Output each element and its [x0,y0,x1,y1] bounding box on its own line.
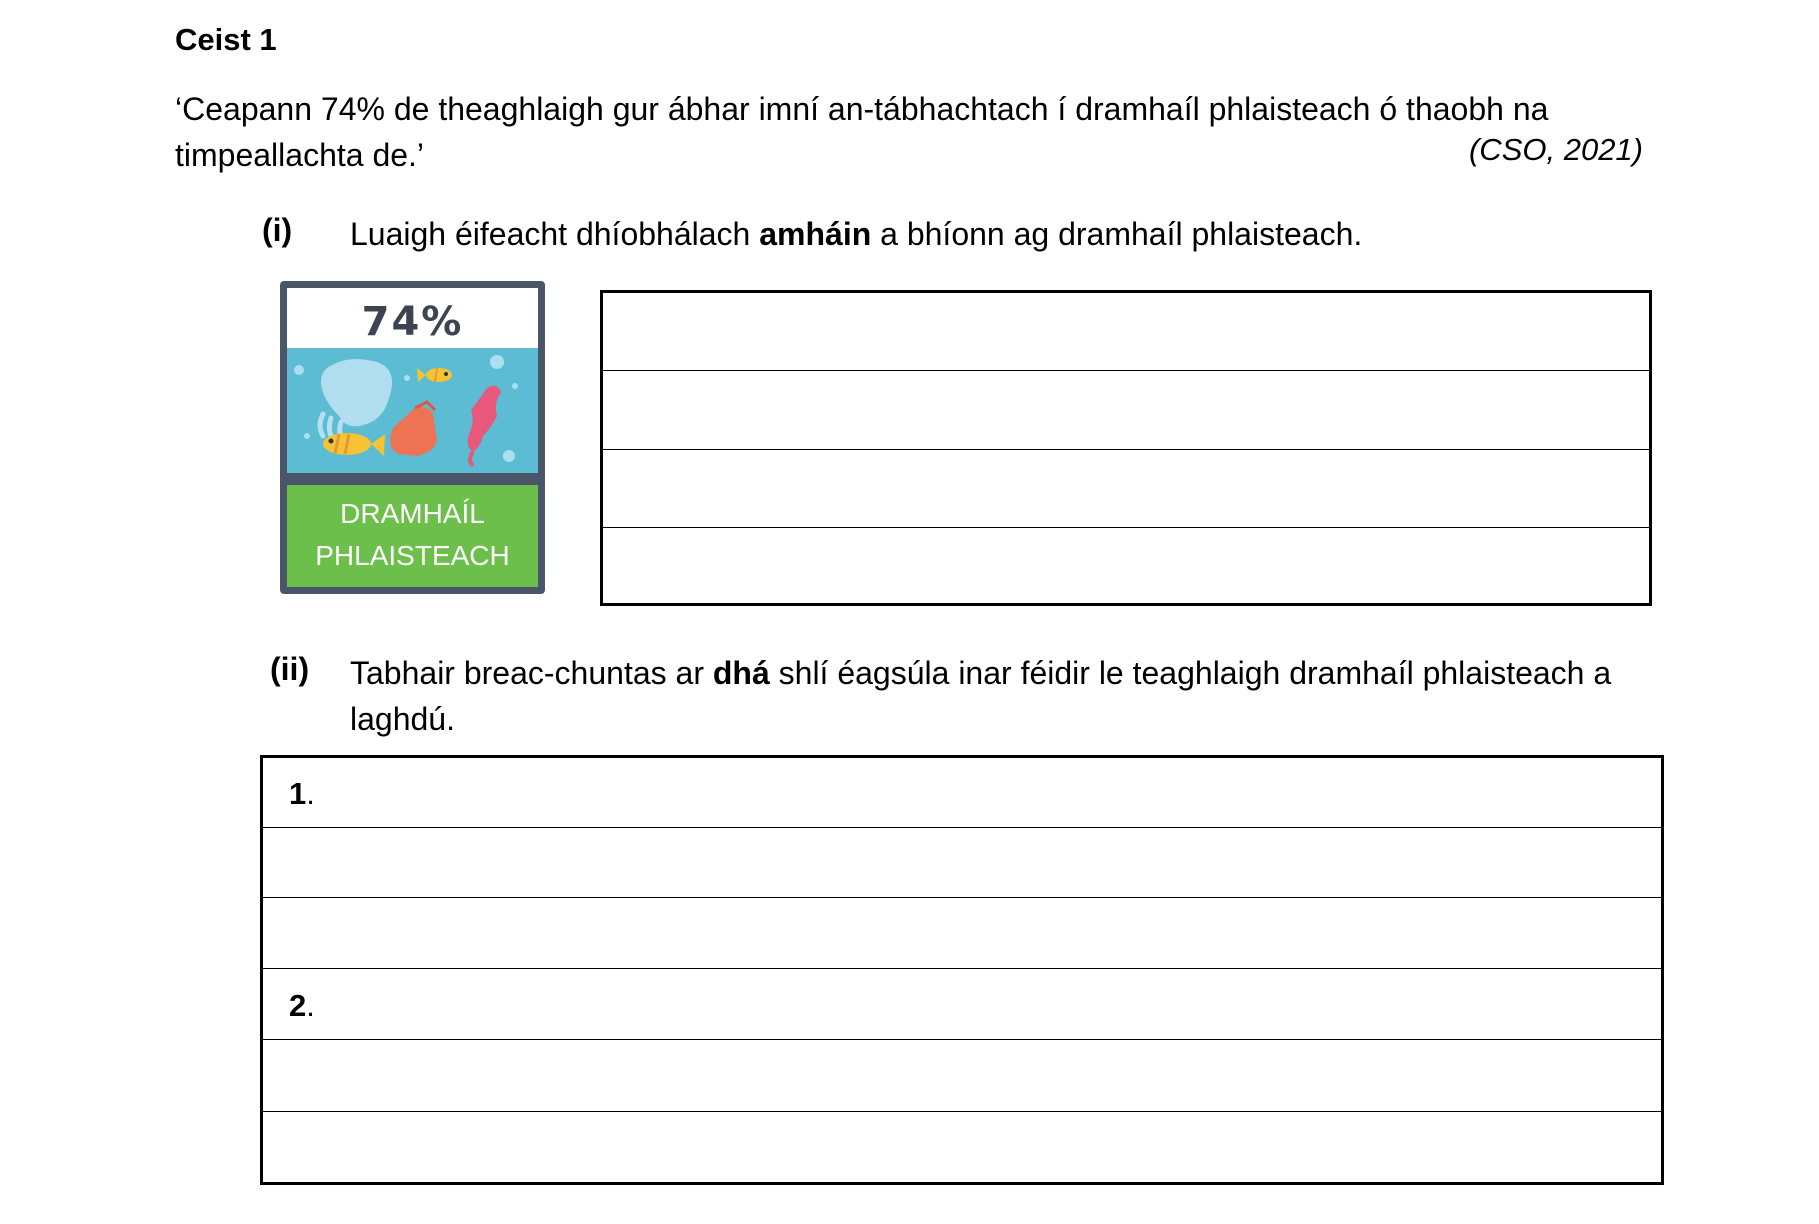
quote-citation: (CSO, 2021) [1468,132,1643,167]
part-ii-answer-box[interactable] [260,755,1664,1185]
answer-line [263,1039,1661,1040]
plastic-bottle-icon [390,402,437,456]
plastic-waste-infographic [280,281,545,594]
answer-line [263,897,1661,898]
question-quote: ‘Ceapann 74% de theaghlaigh gur ábhar imní an-tábhachtach í dramhaíl phlaisteach ó thaobh na timpeallachta de.’ [175,91,1549,173]
part-ii-text-before: Tabhair breac-chuntas ar [350,655,713,691]
answer-line [603,449,1649,450]
answer-line [263,968,1661,969]
part-i-label: (i) [262,212,293,248]
infographic-ocean [287,348,538,473]
infographic-caption-line2: PHLAISTEACH [315,540,510,571]
part-ii-text-bold: dhá [712,655,770,691]
fish-icon [417,368,452,382]
answer-line [603,370,1649,371]
infographic-caption [287,485,538,587]
part-i-prompt [350,211,1650,257]
part-i-text-bold: amháin [759,216,872,252]
part-ii-prompt [350,650,1680,742]
answer-line [263,1111,1661,1112]
part-i-text-before: Luaigh éifeacht dhíobhálach [350,216,760,252]
part-i-text-after: a bhíonn ag dramhaíl phlaisteach. [871,216,1363,252]
part-ii-label: (ii) [270,651,310,687]
fish-icon [323,433,385,456]
part-i-answer-box[interactable] [600,290,1652,606]
infographic-percent: 74% [287,288,538,348]
answer-number-2: 2. [289,988,315,1023]
answer-line [603,527,1649,528]
infographic-caption-line1: DRAMHAÍL [340,498,485,529]
ocean-scene-icon [287,348,538,473]
answer-line [263,827,1661,828]
question-title: Ceist 1 [175,22,277,57]
answer-number-1: 1. [289,776,315,811]
plastic-bag-icon [320,359,392,444]
part-ii-text-after: shlí éagsúla inar féidir le teaghlaigh dramhaíl phlaisteach a laghdú. [350,655,1612,737]
wrapper-icon [468,386,501,466]
